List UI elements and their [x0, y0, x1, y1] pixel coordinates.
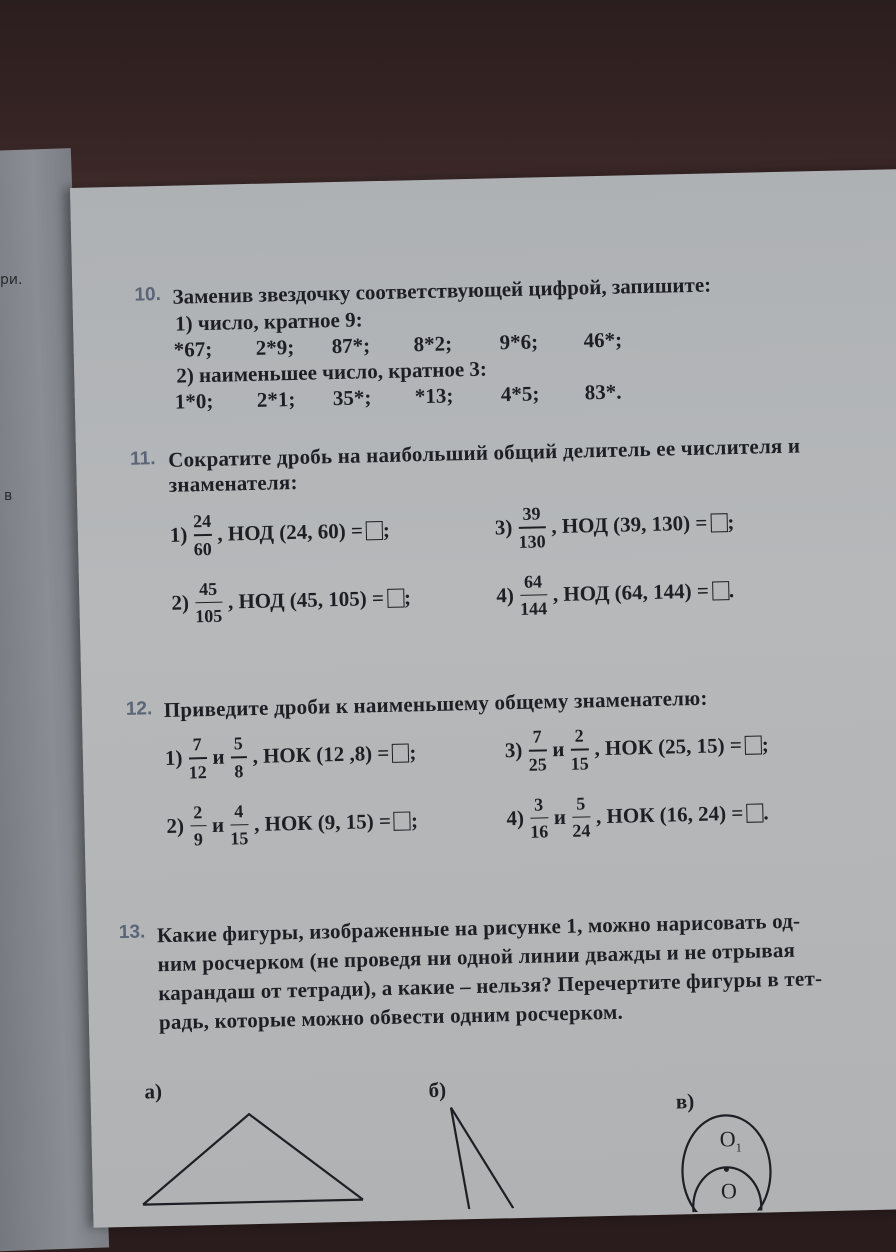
denominator: 8 — [234, 760, 244, 781]
lcm-item-2 — [166, 795, 507, 850]
punct: ; — [761, 732, 770, 757]
item: 4*5; — [500, 381, 540, 407]
lcm-item-3 — [504, 721, 769, 774]
point-label-o1 — [719, 1126, 742, 1156]
denominator: 24 — [572, 820, 591, 841]
text-line: Какие фигуры, изображенные на рисунке 1, можно нарисовать од- — [156, 908, 801, 948]
numerator: 2 — [192, 801, 203, 822]
answer-box[interactable] — [392, 744, 409, 763]
numerator: 45 — [198, 578, 218, 599]
numerator: 2 — [574, 725, 584, 746]
problem-10 — [134, 268, 875, 415]
denominator: 25 — [528, 753, 547, 775]
problem-number: 10. — [134, 283, 162, 306]
gcd-item-1 — [169, 504, 495, 559]
numerator: 5 — [233, 733, 243, 754]
numerator: 24 — [192, 510, 212, 532]
numerator: 3 — [533, 793, 544, 815]
item: 2*9; — [255, 334, 295, 360]
item: *13; — [414, 383, 454, 409]
gcd-text: , НОД (45, 105) = — [227, 585, 385, 614]
gcd-item-2 — [171, 572, 497, 627]
punct: . — [728, 577, 735, 602]
problem-13 — [118, 905, 859, 1037]
fraction — [230, 733, 247, 781]
numerator: 5 — [575, 792, 586, 814]
fraction — [528, 726, 547, 774]
numerator: 7 — [532, 726, 542, 747]
numerator: 39 — [522, 503, 541, 524]
lcm-text: , НОК (9, 15) = — [253, 808, 392, 836]
problem-title: Приведите дроби к наименьшему общему знаменателю: — [163, 685, 708, 723]
lcm-text: , НОК (25, 15) = — [594, 733, 743, 761]
denominator: 12 — [188, 761, 208, 782]
denominator: 60 — [193, 538, 212, 559]
fraction — [529, 794, 548, 842]
subtask-1: 1) число, кратное 9: — [174, 307, 363, 336]
items-row-2 — [171, 564, 837, 627]
denominator: 144 — [519, 598, 548, 619]
fraction — [519, 571, 547, 619]
fraction — [189, 802, 206, 850]
item-index: 1) — [169, 522, 188, 548]
punct: ; — [382, 518, 391, 543]
figure-b-lines — [431, 1097, 553, 1210]
item-index: 2) — [171, 590, 190, 615]
lcm-item-4 — [506, 789, 769, 842]
gcd-item-4 — [496, 567, 735, 620]
gcd-text: , НОД (39, 130) = — [551, 510, 708, 539]
conjunction: и — [212, 744, 225, 770]
item: 35*; — [332, 385, 372, 411]
label-letter: O — [719, 1126, 736, 1152]
numerator: 4 — [234, 800, 244, 821]
fraction — [230, 801, 249, 849]
item: 8*2; — [413, 331, 453, 357]
fraction — [194, 578, 222, 626]
answer-box[interactable] — [746, 803, 763, 822]
conjunction: и — [211, 812, 225, 837]
item: 83*. — [584, 379, 622, 405]
items-row-1 — [164, 720, 845, 783]
problem-title: Заменив звездочку соответствующей цифрой, запишите: — [172, 272, 712, 309]
item: 1*0; — [174, 388, 214, 414]
item: *67; — [173, 336, 213, 362]
figure-label-v: в) — [675, 1089, 695, 1114]
punct: ; — [410, 808, 419, 833]
answer-box[interactable] — [712, 581, 729, 600]
fraction — [570, 725, 589, 773]
figure-label-b: б) — [428, 1077, 447, 1103]
figure-label-a: а) — [144, 1079, 163, 1104]
item: 46*; — [583, 327, 623, 353]
gcd-item-3 — [494, 499, 735, 552]
gcd-text: , НОД (24, 60) = — [217, 518, 364, 546]
fraction — [518, 503, 546, 551]
punct: ; — [409, 740, 417, 765]
point-label-o: O — [720, 1178, 738, 1204]
denominator: 130 — [518, 530, 546, 552]
items-row-1 — [169, 497, 835, 560]
text-line: карандаш от тетради), а какие – нельзя? Перечертите фигуры в тет- — [158, 966, 823, 1006]
numerator: 64 — [523, 570, 543, 592]
textbook-page — [70, 168, 896, 1227]
conjunction: и — [553, 804, 567, 829]
answer-box[interactable] — [387, 588, 404, 607]
margin-mark-top: ри. — [0, 272, 23, 288]
item-index: 4) — [506, 805, 525, 831]
item-index: 4) — [496, 582, 515, 608]
punct: ; — [403, 585, 412, 610]
problem-number: 11. — [129, 448, 156, 470]
label-subscript: 1 — [735, 1140, 742, 1155]
numerator: 7 — [192, 734, 202, 755]
problem-12 — [125, 683, 847, 850]
lcm-text: , НОК (12 ,8) = — [252, 741, 390, 769]
items-row-2 — [166, 787, 847, 850]
fraction — [571, 793, 590, 841]
problem-title: Сократите дробь на наибольший общий делитель ее числителя и знаменателя: — [167, 433, 801, 497]
denominator: 15 — [230, 828, 249, 849]
denominator: 15 — [570, 752, 590, 774]
denominator: 9 — [193, 829, 204, 850]
item-index: 2) — [166, 813, 185, 838]
item: 87*; — [331, 333, 371, 359]
margin-mark-middle: в — [4, 488, 13, 504]
fraction — [193, 511, 212, 559]
answer-box[interactable] — [745, 736, 762, 755]
denominator: 105 — [195, 605, 223, 627]
item-index: 3) — [494, 515, 513, 540]
item: 2*1; — [256, 386, 296, 412]
problem-11 — [129, 433, 837, 627]
problem-text — [157, 905, 859, 1037]
answer-box[interactable] — [394, 811, 411, 830]
denominator: 16 — [529, 821, 549, 842]
problem-number: 12. — [125, 698, 153, 720]
item-index: 1) — [164, 745, 183, 771]
text-line: радь, которые можно обвести одним росчерком. — [158, 999, 624, 1035]
fraction — [188, 734, 207, 782]
conjunction: и — [552, 737, 565, 762]
gcd-text: , НОД (64, 144) = — [552, 578, 710, 606]
answer-box[interactable] — [366, 521, 383, 540]
lcm-item-1 — [164, 727, 505, 782]
lcm-text: , НОК (16, 24) = — [595, 800, 744, 828]
punct: . — [763, 800, 769, 825]
item-index: 3) — [504, 738, 523, 763]
punct: ; — [727, 510, 735, 535]
figure-a-triangle — [131, 1099, 373, 1214]
problem-number: 13. — [118, 921, 146, 944]
subtask-2: 2) наименьшее число, кратное 3: — [176, 356, 488, 388]
answer-box[interactable] — [710, 513, 727, 532]
item: 9*6; — [499, 329, 539, 355]
text-line: ним росчерком (не проведя ни одной линии дважды и не отрывая — [157, 937, 796, 977]
